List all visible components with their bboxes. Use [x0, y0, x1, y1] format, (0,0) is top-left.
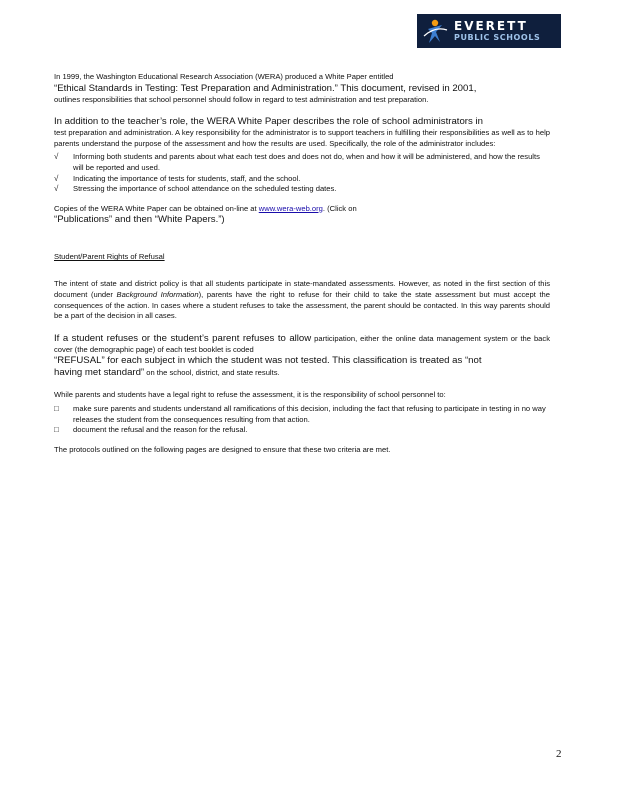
p2-line-b: test preparation and administration. A key responsibility for the administrator is to support teachers in fulfilling their responsibilities as well as to help parents understand the purpose of the assessment and how the results are used. Specifically, the role of the administrator includes:	[54, 128, 550, 148]
everett-logo	[417, 14, 561, 48]
check-icon: √	[54, 184, 59, 194]
responsibility-list	[54, 404, 550, 436]
list-item	[54, 184, 550, 195]
list-item-text: document the refusal and the reason for the refusal.	[73, 425, 248, 435]
p4-text	[54, 279, 550, 321]
p3-line-a	[54, 204, 550, 215]
check-icon: √	[54, 152, 59, 162]
p4-text-b: ), parents have the right to refuse for their child to take the state assessment but must accept the consequences of the action. In cases where a student refuses to take the assessment, the parent should be contacted. In this way parents should be a part of the decision in all cases.	[54, 289, 551, 321]
paragraph-wera-intro	[54, 72, 550, 105]
document-body	[54, 72, 550, 455]
p1-line-b: “Ethical Standards in Testing: Test Preparation and Administration.” This document, revised in 2001,	[54, 82, 477, 94]
list-item	[54, 404, 550, 425]
p5-line-de	[54, 367, 550, 379]
p3-line-c: “Publications” and then “White Papers.”)	[54, 214, 225, 226]
list-item	[54, 152, 550, 173]
p4-italic: Background Information	[116, 289, 199, 299]
paragraph-legal-right: While parents and students have a legal right to refuse the assessment, it is the responsibility of school personnel to:	[54, 390, 446, 400]
paragraph-intent	[54, 279, 550, 321]
paragraph-copies	[54, 204, 550, 227]
square-bullet-icon: □	[54, 403, 59, 413]
p5-text-b: participation, either the online data management system or the back cover (the demographic page) of each test booklet is coded	[54, 333, 550, 354]
p1-line-c: outlines responsibilities that school personnel should follow in regard to test administration and test preparation.	[54, 94, 429, 104]
p5-line-ab	[54, 333, 550, 356]
list-item	[54, 174, 550, 185]
admin-role-list	[54, 152, 550, 194]
p5-text-d: having met standard”	[54, 367, 145, 379]
page-number: 2	[556, 748, 562, 760]
logo-line1: EVERETT	[454, 19, 528, 33]
p4-text-a: The intent of state and district policy is that all students participate in state-mandated assessments. However, as noted in the first section of this document (under	[54, 279, 550, 299]
paragraph-admin-role	[54, 116, 550, 149]
figure-icon	[420, 16, 450, 46]
list-item	[54, 425, 550, 436]
p3-text-b: . (Click on	[322, 203, 357, 213]
p1-line-a: In 1999, the Washington Educational Research Association (WERA) produced a White Paper entitled	[54, 72, 394, 81]
p5-text-a: If a student refuses or the student’s parent refuses to allow	[54, 332, 312, 344]
check-icon: √	[54, 173, 59, 183]
p5-text-e: on the school, district, and state results.	[146, 368, 280, 378]
section-heading: Student/Parent Rights of Refusal	[54, 252, 165, 262]
list-item-text: make sure parents and students understand all ramifications of this decision, including the fact that refusing to participate in testing in no way releases the student from the consequences resulting from that action.	[73, 403, 546, 424]
list-item-text: Indicating the importance of tests for students, staff, and the school.	[73, 173, 301, 183]
list-item-text: Informing both students and parents about what each test does and does not do, when and how it will be administered, and how the results will be reported and used.	[73, 152, 540, 172]
p3-text-a: Copies of the WERA White Paper can be obtained on-line at	[54, 203, 257, 213]
paragraph-protocols: The protocols outlined on the following pages are designed to ensure that these two criteria are met.	[54, 444, 391, 454]
paragraph-refusal-coding	[54, 333, 550, 380]
logo-line2: PUBLIC SCHOOLS	[454, 33, 541, 42]
p5-line-c: “REFUSAL” for each subject in which the student was not tested. This classification is treated as “not	[54, 355, 482, 367]
p2-line-a: In addition to the teacher’s role, the WERA White Paper describes the role of school administrators in	[54, 116, 483, 128]
wera-web-link[interactable]: www.wera-web.org	[258, 203, 323, 213]
list-item-text: Stressing the importance of school attendance on the scheduled testing dates.	[73, 184, 337, 194]
square-bullet-icon: □	[54, 425, 59, 435]
